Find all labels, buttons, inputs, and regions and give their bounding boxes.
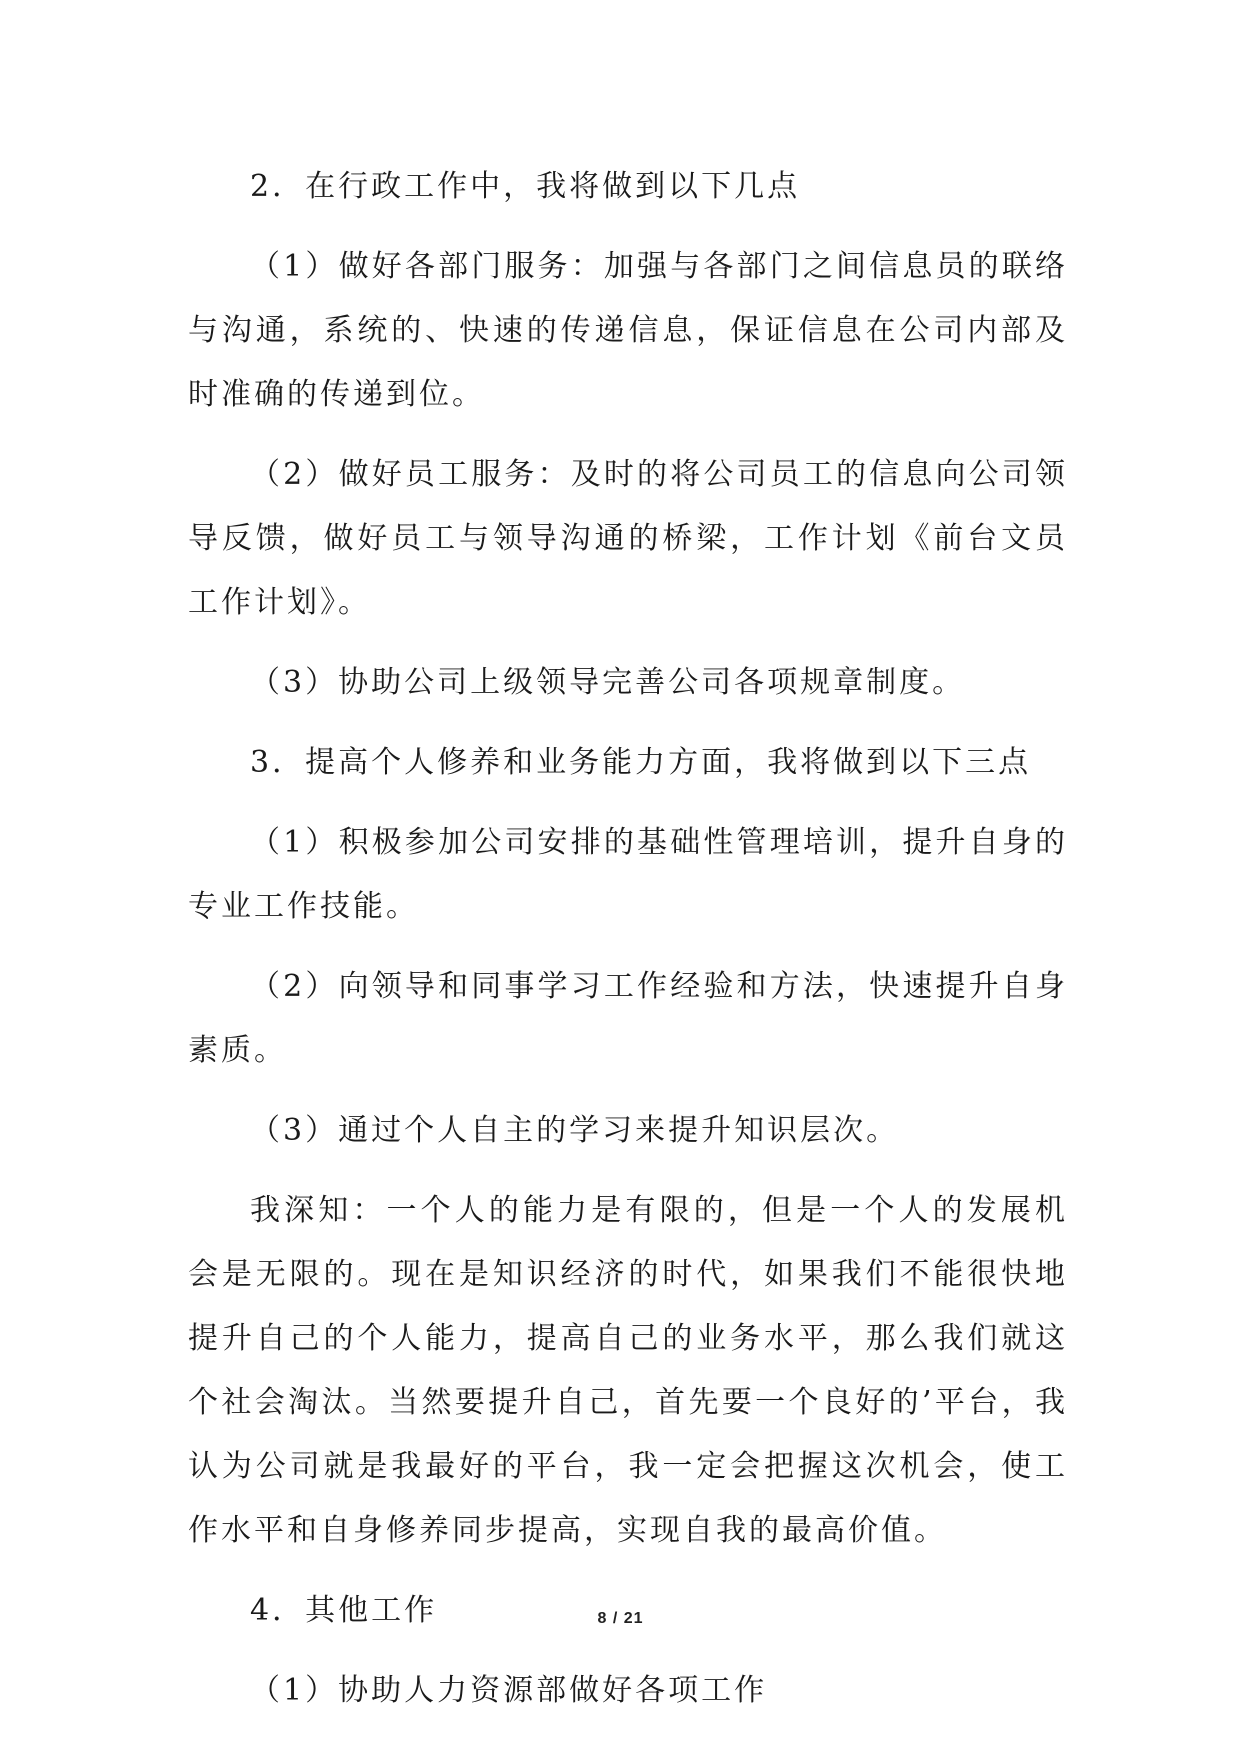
page-number: 8 / 21 [597, 1610, 644, 1627]
paragraph-training: （1）积极参加公司安排的基础性管理培训，提升自身的专业工作技能。 [188, 825, 1068, 924]
paragraph-assist-hr: （1）协助人力资源部做好各项工作 [250, 1673, 768, 1708]
paragraph-department-service: （1）做好各部门服务：加强与各部门之间信息员的联络与沟通，系统的、快速的传递信息，保证信息在公司内部及时准确的传递到位。 [188, 249, 1068, 412]
heading-personal-development: 3．提高个人修养和业务能力方面，我将做到以下三点 [250, 745, 1032, 780]
paragraph-regulations: （3）协助公司上级领导完善公司各项规章制度。 [250, 665, 966, 700]
paragraph-learn-from-colleagues: （2）向领导和同事学习工作经验和方法，快速提升自身素质。 [188, 969, 1068, 1068]
document-body [188, 155, 1068, 1739]
paragraph-employee-service: （2）做好员工服务：及时的将公司员工的信息向公司领导反馈，做好员工与领导沟通的桥梁，工作计划《前台文员工作计划》。 [188, 457, 1068, 620]
paragraph-self-study: （3）通过个人自主的学习来提升知识层次。 [250, 1113, 900, 1148]
heading-administrative-work: 2．在行政工作中，我将做到以下几点 [250, 169, 801, 204]
heading-other-work: 4．其他工作 [250, 1593, 438, 1628]
paragraph-reflection: 我深知：一个人的能力是有限的，但是一个人的发展机会是无限的。现在是知识经济的时代，如果我们不能很快地提升自己的个人能力，提高自己的业务水平，那么我们就这个社会淘汰。当然要提升自己，首先要一个良好的’平台，我认为公司就是我最好的平台，我一定会把握这次机会，使工作水平和自身修养同步提高，实现自我的最高价值。 [188, 1193, 1068, 1548]
